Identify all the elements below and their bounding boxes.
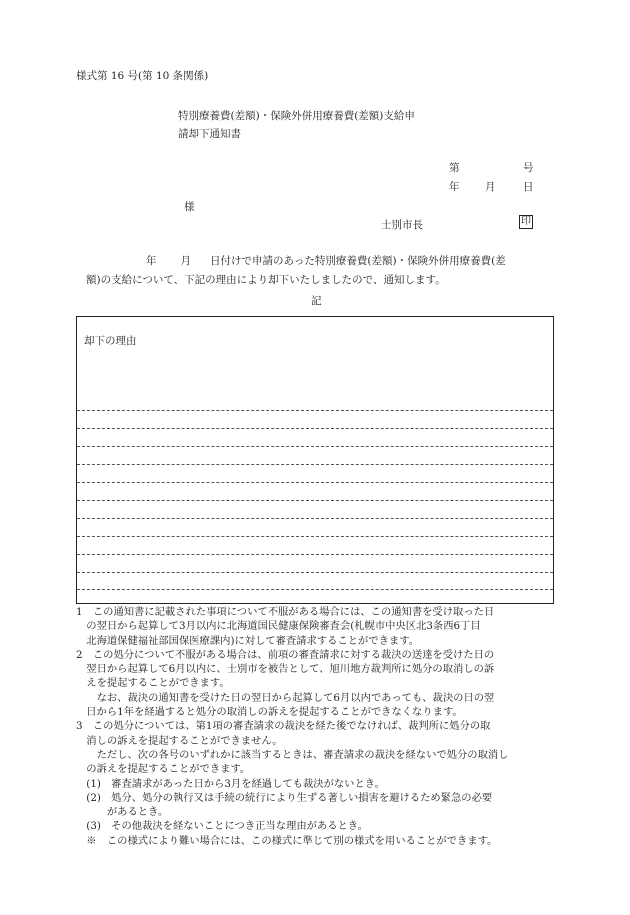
reason-writing-line (77, 518, 553, 519)
number-dai: 第 (449, 162, 460, 174)
ki-heading: 記 (311, 295, 322, 307)
reason-writing-line (77, 446, 553, 447)
issue-date-row (449, 181, 535, 195)
note-line: 3 この処分については、第1項の審査請求の裁決を経た後でなければ、裁判所に処分の取 (76, 720, 491, 733)
note-line: (1) 審査請求があった日から3月を経過しても裁決がないとき。 (76, 777, 385, 790)
reason-writing-line (77, 536, 553, 537)
body-text-line-1: 日付けで申請のあった特別療養費(差額)・保険外併用療養費(差 (210, 255, 506, 267)
application-year: 年 (146, 255, 157, 267)
reason-writing-line (77, 554, 553, 555)
reason-writing-line (77, 572, 553, 573)
title-line-2: 請却下通知書 (178, 128, 241, 140)
note-line: 1 この通知書に記載された事項について不服がある場合には、この通知書を受け取った日 (76, 606, 495, 618)
reason-writing-line (77, 428, 553, 429)
document-title (178, 107, 468, 143)
sender-title: 士別市長 (381, 219, 423, 231)
rejection-reason-box (76, 316, 554, 604)
reason-writing-line (77, 500, 553, 501)
note-line: 北海道保健福祉部国保医療課内)に対して審査請求することができます。 (76, 634, 419, 647)
note-line: 翌日から起算して6月以内に、士別市を被告として、旭川地方裁判所に処分の取消しの訴 (76, 663, 495, 676)
note-line: なお、裁決の通知書を受けた日の翌日から起算して6月以内であっても、裁決の日の翌 (76, 691, 495, 704)
seal-stamp-icon: 印 (521, 216, 531, 227)
application-date (146, 255, 191, 268)
note-line: の訴えを提起することができます。 (76, 763, 251, 776)
date-year: 年 (449, 181, 460, 193)
reason-writing-line (77, 464, 553, 465)
body-text-line-2: 額)の支給について、下記の理由により却下いたしましたので、通知します。 (86, 274, 446, 286)
reason-writing-line (77, 589, 553, 590)
application-month: 月 (180, 255, 191, 267)
document-number-row (449, 162, 535, 176)
notes-section (76, 605, 558, 848)
reason-writing-line (77, 482, 553, 483)
addressee-suffix: 様 (184, 201, 195, 213)
note-line: の翌日から起算して3月以内に北海道国民健康保険審査会(札幌市中央区北3条西6丁目 (76, 620, 481, 633)
reason-writing-line (77, 410, 553, 411)
note-line: (2) 処分、処分の執行又は手続の続行により生ずる著しい損害を避けるため緊急の必要 (76, 791, 493, 804)
rejection-reason-label: 却下の理由 (84, 335, 137, 347)
number-gou: 号 (523, 162, 534, 174)
date-month: 月 (485, 181, 496, 193)
title-line-1: 特別療養費(差額)・保険外併用療養費(差額)支給申 (178, 110, 415, 122)
form-number: 様式第 16 号(第 10 条関係) (76, 70, 209, 82)
note-line: ※ この様式により難い場合には、この様式に準じて別の様式を用いることができます。 (76, 834, 498, 847)
note-line: えを提起することができます。 (76, 677, 230, 690)
note-line: ただし、次の各号のいずれかに該当するときは、審査請求の裁決を経ないで処分の取消し (76, 748, 509, 761)
date-day: 日 (523, 181, 534, 193)
note-line: 日から1年を経過すると処分の取消しの訴えを提起することができなくなります。 (76, 706, 463, 719)
note-line: (3) その他裁決を経ないことにつき正当な理由があるとき。 (76, 820, 368, 833)
note-line: 2 この処分について不服がある場合は、前項の審査請求に対する裁決の送達を受けた日の (76, 648, 495, 661)
note-line: があるとき。 (76, 806, 169, 819)
note-line: 消しの訴えを提起することができません。 (76, 734, 283, 747)
